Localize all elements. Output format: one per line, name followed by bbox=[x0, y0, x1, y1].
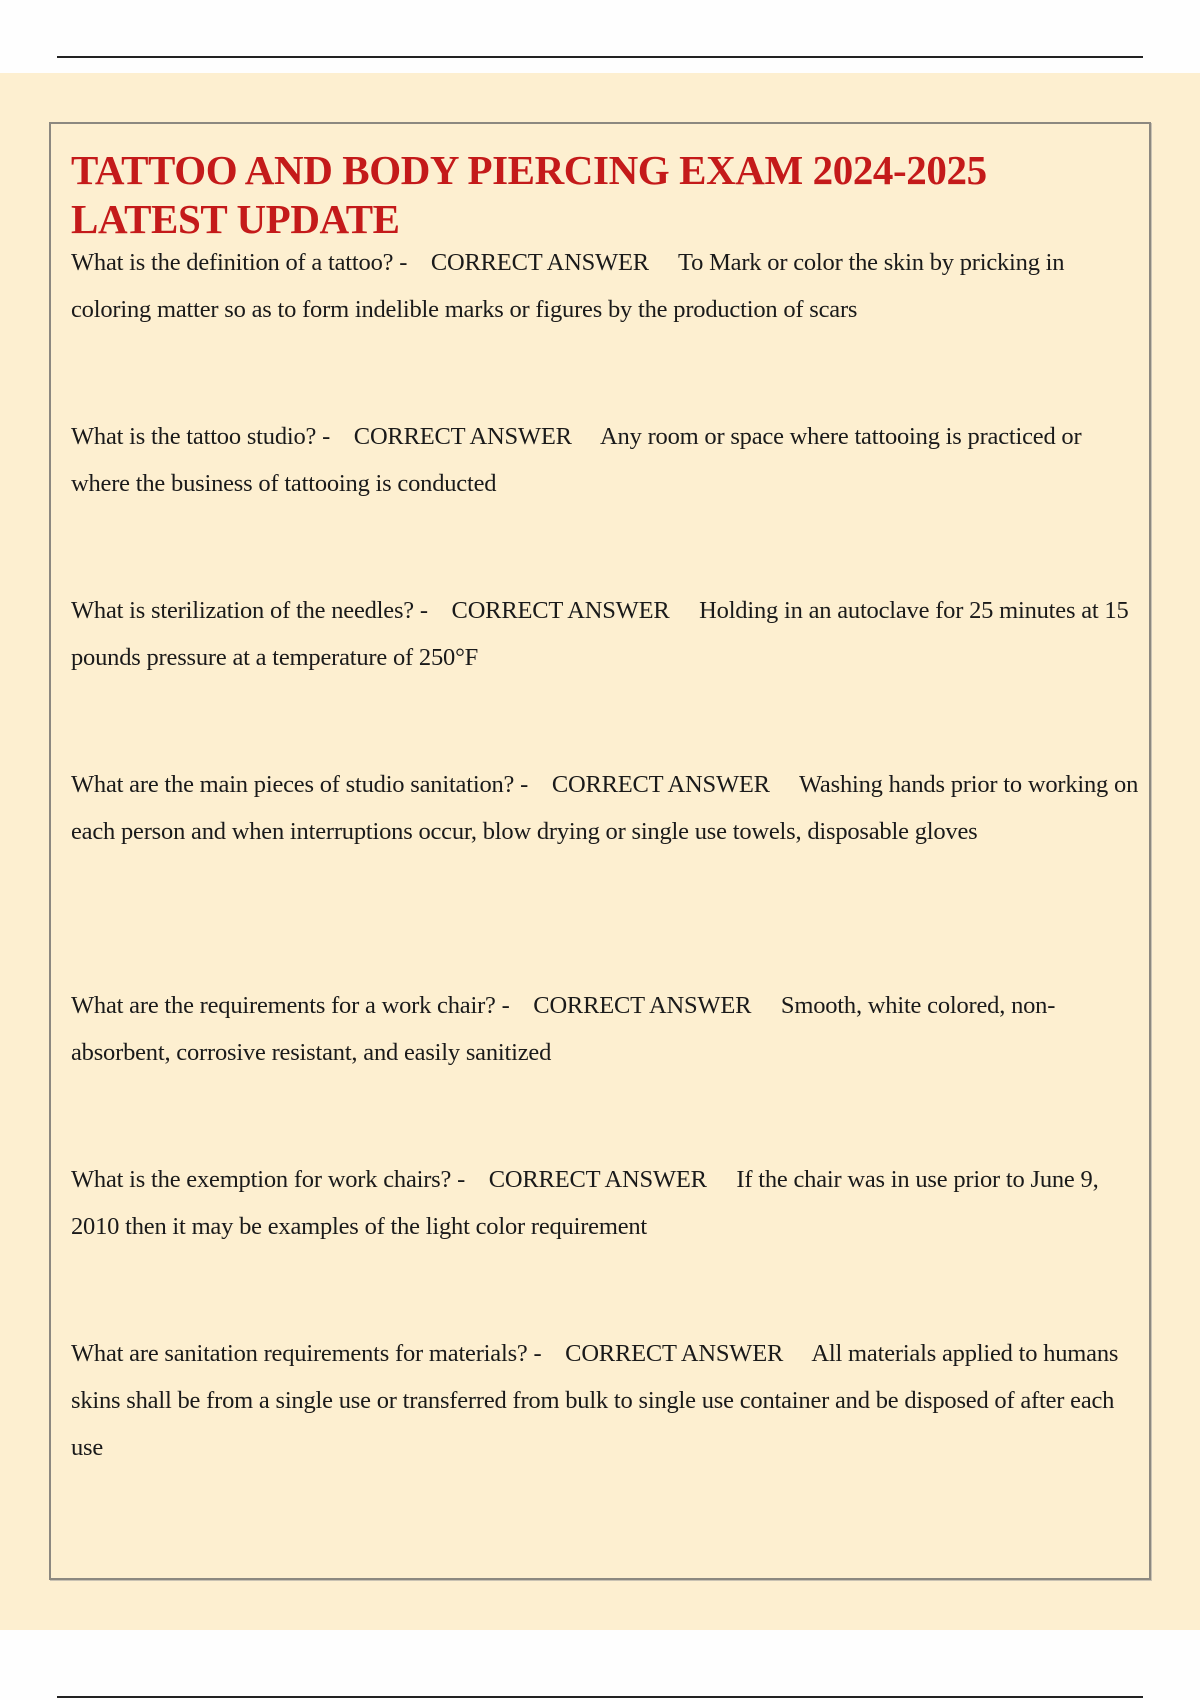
answer-text: Any room or space where tattooing is practiced or where the business of tattooing is conducted bbox=[71, 423, 1082, 497]
answer-label: CORRECT ANSWER bbox=[565, 1340, 784, 1367]
question-text: What is the definition of a tattoo? - bbox=[71, 249, 408, 276]
question-text: What are the main pieces of studio sanitation? - bbox=[71, 771, 529, 798]
answer-label: CORRECT ANSWER bbox=[551, 771, 770, 798]
answer-text: If the chair was in use prior to June 9, 2010 then it may be examples of the light color requirement bbox=[71, 1166, 1099, 1240]
top-rule bbox=[57, 56, 1143, 58]
answer-label: CORRECT ANSWER bbox=[353, 423, 572, 450]
question-text: What are sanitation requirements for materials? - bbox=[71, 1340, 542, 1367]
bottom-rule bbox=[57, 1696, 1143, 1698]
question-text: What are the requirements for a work chair? - bbox=[71, 992, 510, 1019]
qa-item-6 bbox=[71, 1156, 1141, 1250]
answer-text: Holding in an autoclave for 25 minutes at 15 pounds pressure at a temperature of 250°F bbox=[71, 597, 1129, 671]
qa-item-5 bbox=[71, 982, 1141, 1076]
qa-item-7 bbox=[71, 1330, 1141, 1471]
document-title: TATTOO AND BODY PIERCING EXAM 2024-2025 LATEST UPDATE bbox=[71, 147, 987, 242]
qa-item-1 bbox=[71, 239, 1141, 333]
question-text: What is the tattoo studio? - bbox=[71, 423, 331, 450]
answer-text: Washing hands prior to working on each person and when interruptions occur, blow drying or single use towels, disposable gloves bbox=[71, 771, 1139, 845]
question-text: What is sterilization of the needles? - bbox=[71, 597, 428, 624]
answer-text: All materials applied to humans skins shall be from a single use or transferred from bulk to single use container and be disposed of after each use bbox=[71, 1340, 1119, 1461]
answer-label: CORRECT ANSWER bbox=[488, 1166, 707, 1193]
answer-text: To Mark or color the skin by pricking in coloring matter so as to form indelible marks or figures by the production of scars bbox=[71, 249, 1065, 323]
answer-label: CORRECT ANSWER bbox=[533, 992, 752, 1019]
qa-item-3 bbox=[71, 587, 1141, 681]
answer-label: CORRECT ANSWER bbox=[430, 249, 649, 276]
answer-text: Smooth, white colored, non-absorbent, corrosive resistant, and easily sanitized bbox=[71, 992, 1056, 1066]
qa-item-4 bbox=[71, 761, 1141, 855]
qa-item-2 bbox=[71, 413, 1141, 507]
answer-label: CORRECT ANSWER bbox=[451, 597, 670, 624]
question-text: What is the exemption for work chairs? - bbox=[71, 1166, 466, 1193]
